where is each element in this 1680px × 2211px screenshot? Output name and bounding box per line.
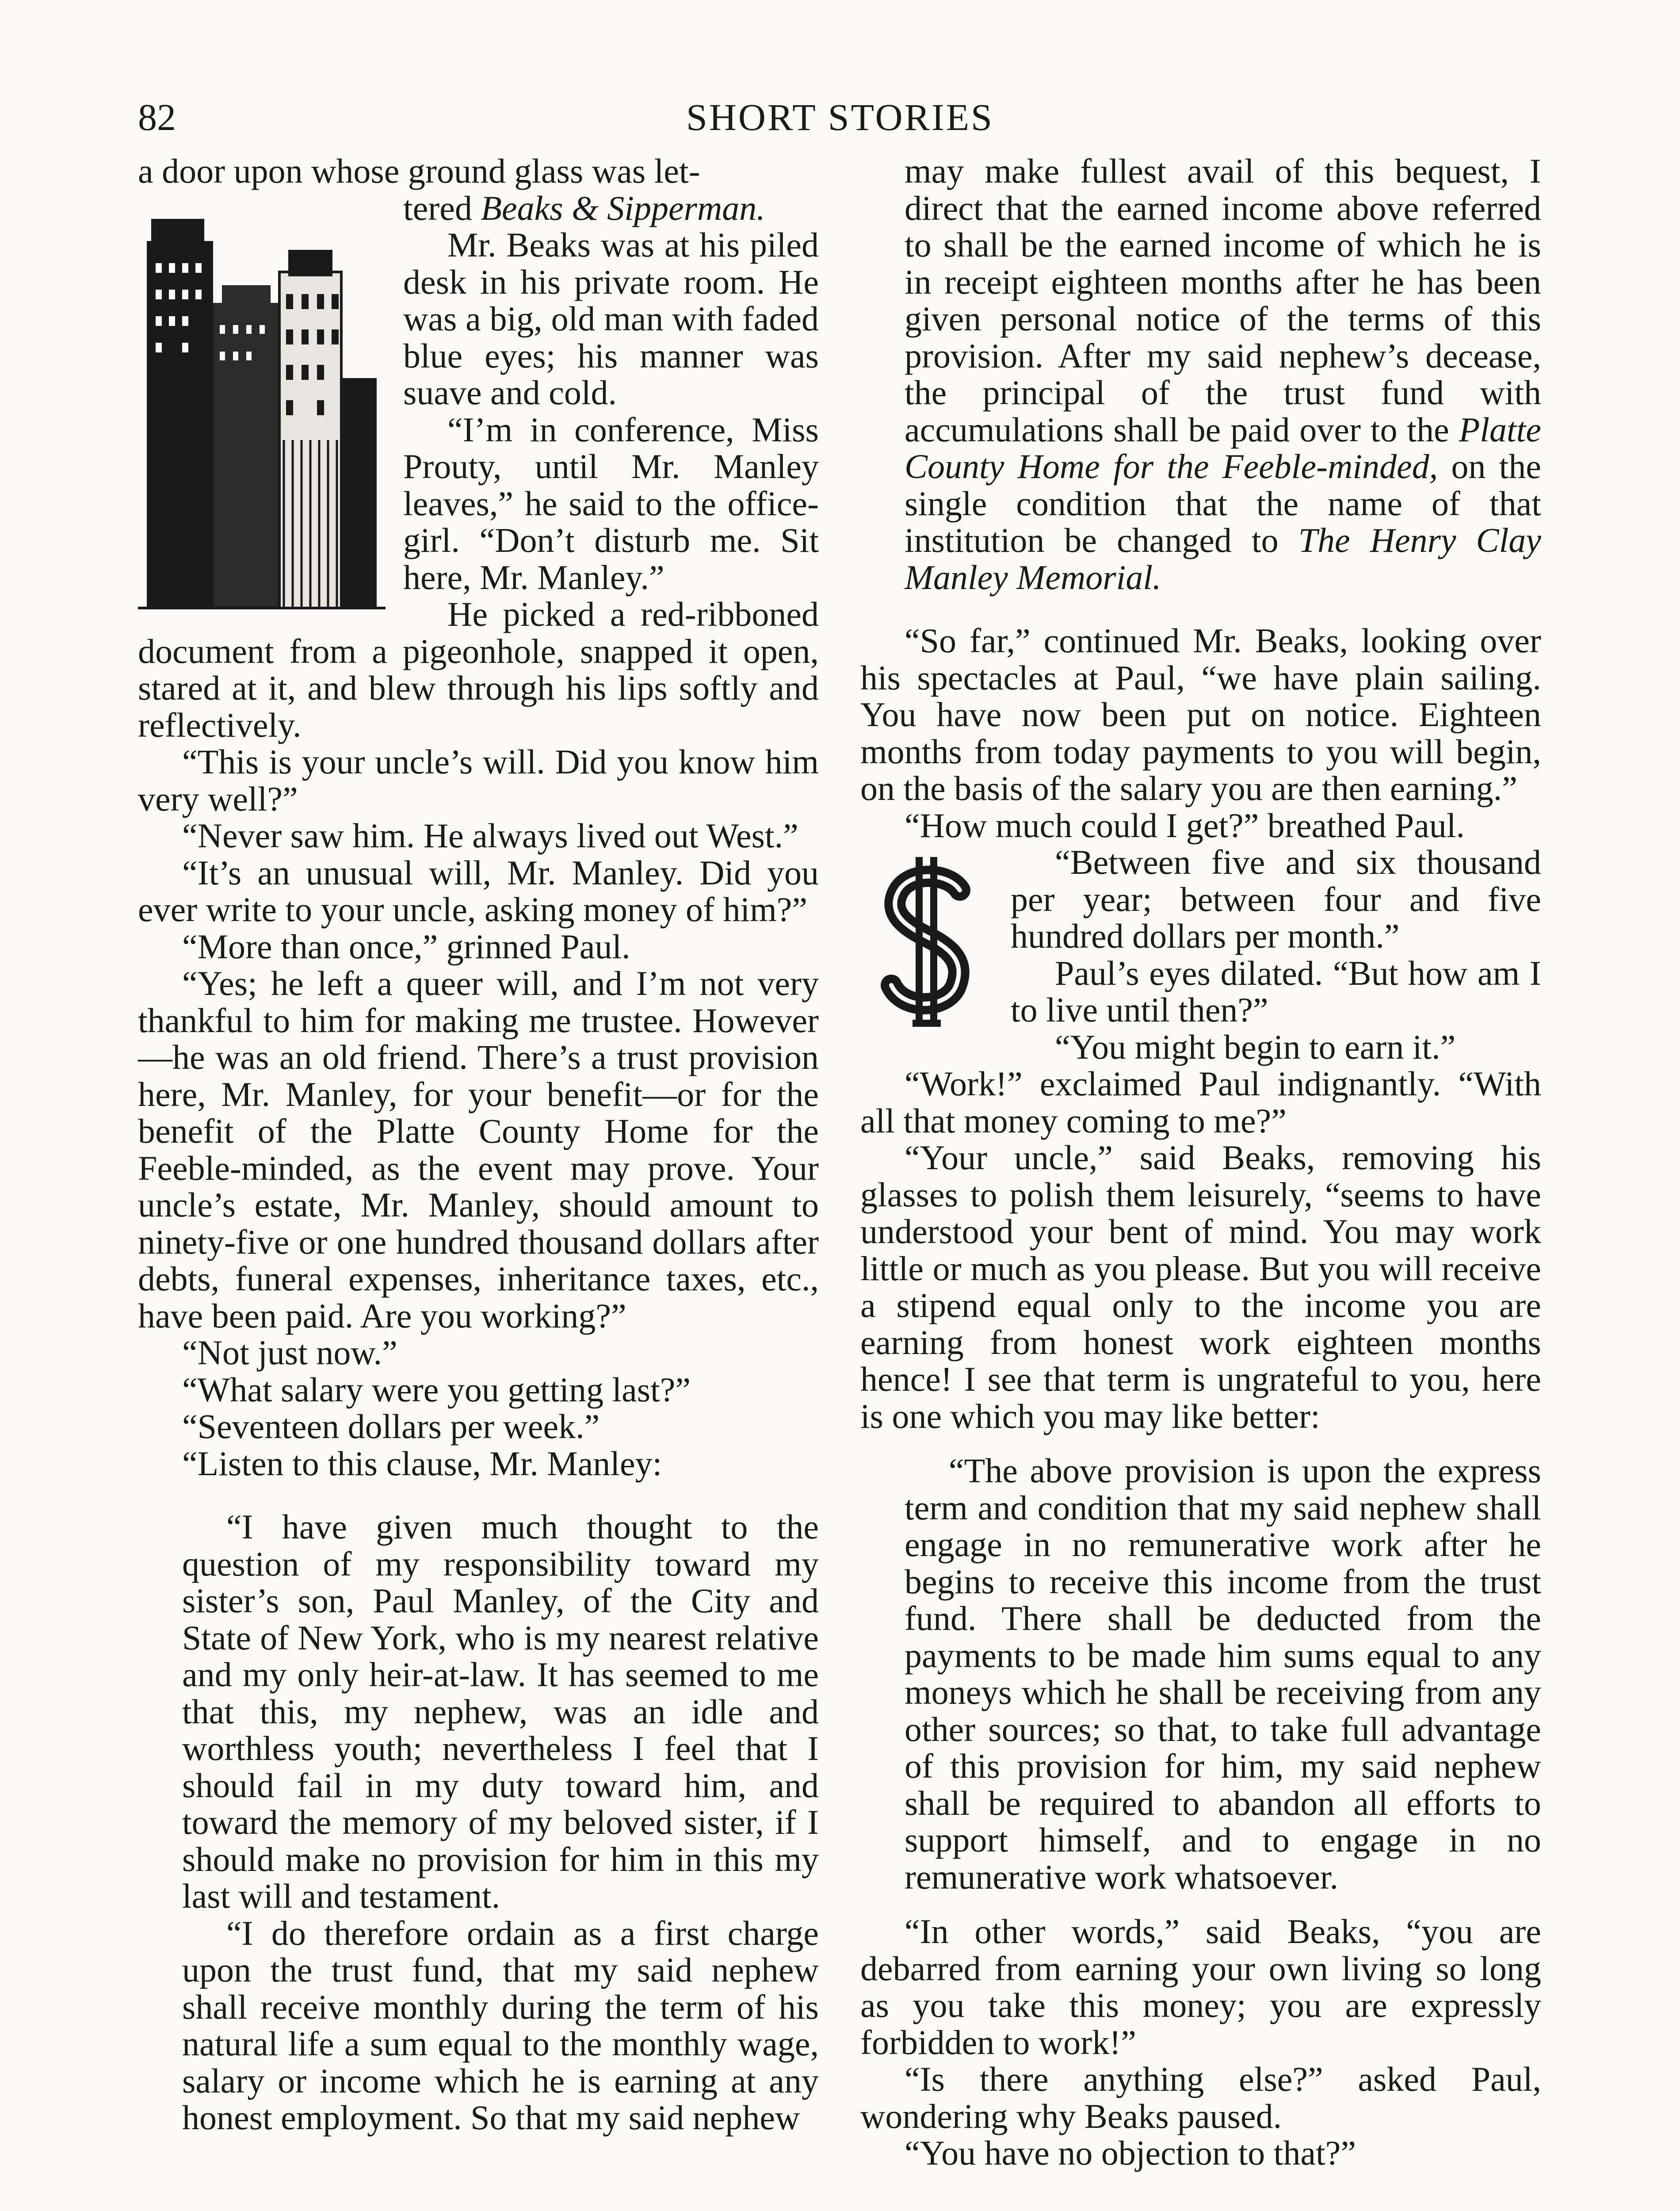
running-head: SHORT STORIES xyxy=(686,96,994,138)
will-quote xyxy=(860,153,1541,596)
paragraph: “I’m in conference, Miss Prouty, until Mr. Manley leaves,” he said to the office-girl. “Don’t disturb me. Sit here, Mr. Manley.” xyxy=(403,410,819,597)
paragraph: “Yes; he left a queer will, and I’m not very thankful to him for making me trustee. However—he was an old friend. There’s a trust provision here, Mr. Manley, for your benefit—or for the benefit of the Platte County Home for the Feeble-minded, as the event may prove. Your uncle’s estate, Mr. Manley, should amount to ninety-five or one hundred thousand dollars after debts, funeral expenses, inheritance taxes, etc., have been paid. Are you working?” xyxy=(138,964,819,1335)
will-quote xyxy=(860,1452,1541,1895)
dollar-sign-illustration xyxy=(860,848,993,1029)
left-column xyxy=(138,153,819,2136)
paragraph: tered Beaks & Sipperman. xyxy=(403,188,765,227)
memorial-name: The Henry Clay Manley Memorial. xyxy=(905,521,1542,597)
paragraph: “Not just now.” xyxy=(182,1333,397,1372)
paragraph: “In other words,” said Beaks, “you are debarred from earning your own living so long as you take this money; you are expressly forbidden to work!” xyxy=(860,1912,1541,2062)
paragraph: Mr. Beaks was at his piled desk in his private room. He was a big, old man with faded blue eyes; his manner was suave and cold. xyxy=(403,226,819,412)
paragraph: “Your uncle,” said Beaks, removing his glasses to polish them leisurely, “seems to have understood your bent of mind. You may work little or much as you please. But you will receive a stipend equal only to the income you are earning from honest work eighteen months hence! I see that term is ungrateful to you, here is one which you may like better: xyxy=(860,1138,1541,1435)
right-column xyxy=(860,153,1541,2172)
quote-paragraph: “I do therefore ordain as a first charge upon the trust fund, that my said nephew shall receive monthly during the term of his natural life a sum equal to the monthly wage, salary or income which he is earning at any honest employment. So that my said nephew xyxy=(182,1913,819,2137)
city-buildings-illustration xyxy=(138,192,386,610)
paragraph: He picked a red-ribboned document from a pigeonhole, snapped it open, stared at it, and blew through his lips softly and reflectively. xyxy=(138,595,819,744)
quote-paragraph: “The above provision is upon the express term and condition that my said nephew shall engage in no remunerative work after he begins to receive this income from the trust fund. There shall be deducted from the payments to be made him sums equal to any moneys which he shall be receiving from any other sources; so that, to take full advantage of this provision for him, my said nephew shall be required to abandon all efforts to support himself, and to engage in no remunerative work whatsoever. xyxy=(905,1451,1541,1896)
will-quote xyxy=(138,1508,819,2136)
paragraph: “So far,” continued Mr. Beaks, looking over his spectacles at Paul, “we have plain sailing. You have now been put on notice. Eighteen months from today payments to you will begin, on the basis of the salary you are then earning.” xyxy=(860,621,1541,807)
paragraph: “How much could I get?” breathed Paul. xyxy=(905,806,1465,845)
paragraph: “Between five and six thousand per year; between four and five hundred dollars per month.” xyxy=(1011,843,1541,955)
quote-paragraph: may make fullest avail of this bequest, I direct that the earned income above referred to shall be the earned income of which he is in receipt eighteen months after he has been given personal notice of the terms of this provision. After my said nephew’s decease, the principal of the trust fund with accumulations shall be paid over to the Platte County Home for the Feeble-minded, on the single condition that the name of that institution be changed to The Henry Clay Manley Memorial. xyxy=(905,152,1542,597)
paragraph: “Seventeen dollars per week.” xyxy=(182,1407,600,1446)
paragraph: “What salary were you getting last?” xyxy=(182,1370,691,1409)
home-name: Platte County Home for the Feeble-minded, xyxy=(905,410,1541,486)
firm-name: Beaks & Sipperman. xyxy=(481,188,765,227)
paragraph: “This is your uncle’s will. Did you know him very well?” xyxy=(138,742,819,818)
paragraph: “Is there anything else?” asked Paul, wondering why Beaks paused. xyxy=(860,2060,1541,2135)
paragraph: “Listen to this clause, Mr. Manley: xyxy=(182,1444,662,1483)
paragraph: “More than once,” grinned Paul. xyxy=(182,927,630,966)
paragraph: “It’s an unusual will, Mr. Manley. Did you ever write to your uncle, asking money of him?” xyxy=(138,853,819,929)
paragraph: “You might begin to earn it.” xyxy=(1055,1027,1456,1066)
page-number: 82 xyxy=(138,96,176,138)
page-header xyxy=(138,88,1542,146)
paragraph: a door upon whose ground glass was let- xyxy=(138,152,700,190)
paragraph: Paul’s eyes dilated. “But how am I to live until then?” xyxy=(1011,953,1541,1029)
paragraph: “Never saw him. He always lived out West.” xyxy=(182,816,798,855)
paragraph: “Work!” exclaimed Paul indignantly. “With all that money coming to me?” xyxy=(860,1064,1541,1140)
paragraph: “You have no objection to that?” xyxy=(905,2134,1356,2172)
quote-paragraph: “I have given much thought to the question of my responsibility toward my sister’s son, Paul Manley, of the City and State of New York, who is my nearest relative and my only heir-at-law. It has seemed to me that this, my nephew, was an idle and worthless youth; nevertheless I feel that I should fail in my duty toward him, and toward the memory of my beloved sister, if I should make no provision for him in this my last will and testament. xyxy=(182,1507,819,1915)
